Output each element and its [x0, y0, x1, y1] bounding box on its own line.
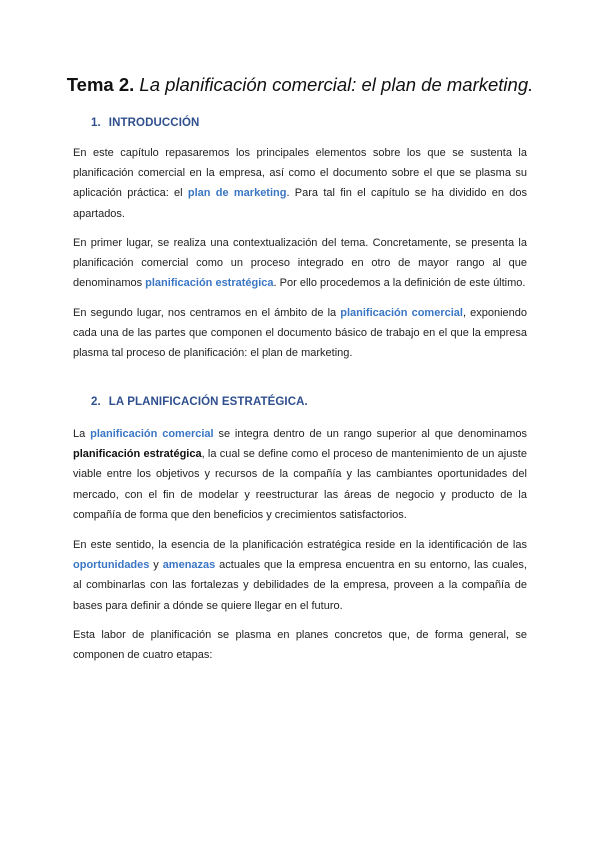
text-run: En este capítulo repasaremos los principales elementos sobre los que se sustenta la planificación comercial en la empresa, así como el documento sobre el que se plasma su aplicación práctica: el: [73, 147, 527, 200]
text-run: actuales que la empresa encuentra en su entorno, las cuales, al combinarlas con las fortalezas y debilidades de la empresa, proveen a la compañía de bases para definir a dónde se quiere llegar en el futuro.: [73, 559, 527, 612]
text-run: , exponiendo cada una de las partes que componen el documento básico de trabajo en el que la empresa plasma tal proceso de planificación: el plan de marketing.: [73, 307, 527, 360]
title-italic: La planificación comercial: el plan de marketing.: [139, 74, 534, 95]
paragraph: [73, 233, 527, 294]
section-heading-introduccion: [91, 117, 199, 129]
highlight-planificacion-comercial: planificación comercial: [340, 307, 463, 319]
section-number: 1.: [91, 117, 101, 129]
text-run: se integra dentro de un rango superior al que denominamos: [213, 428, 528, 440]
paragraph: [73, 424, 527, 525]
text-run: En segundo lugar, nos centramos en el ámbito de la: [73, 307, 341, 319]
section-number: 2.: [91, 396, 101, 408]
highlight-plan-de-marketing: plan de marketing: [187, 187, 287, 200]
text-run: , la cual se define como el proceso de mantenimiento de un ajuste viable entre los objetivos y recursos de la compañía y las cambiantes oportunidades del mercado, con el fin de modelar y reestructurar las áreas de negocio y producto de la compañía de forma que den beneficios y crecimientos satisfactorios.: [73, 448, 527, 521]
text-run: Esta labor de planificación se plasma en planes concretos que, de forma general, se componen de cuatro etapas:: [73, 629, 527, 662]
paragraph: [73, 143, 527, 224]
document-title: [0, 73, 600, 97]
paragraph: [73, 625, 527, 665]
text-run: En este sentido, la esencia de la planificación estratégica reside en la identificación de las: [73, 539, 527, 551]
highlight-amenazas: amenazas: [162, 559, 216, 572]
section-title: INTRODUCCIÓN: [108, 117, 200, 129]
title-bold: Tema 2.: [66, 74, 135, 95]
section-title: LA PLANIFICACIÓN ESTRATÉGICA.: [108, 396, 308, 408]
highlight-planificacion-comercial: planificación comercial: [90, 428, 214, 440]
text-run: La: [73, 428, 91, 440]
bold-planificacion-estrategica: planificación estratégica: [73, 448, 202, 461]
text-run: . Por ello procedemos a la definición de este último.: [273, 277, 526, 290]
paragraph: [73, 535, 527, 616]
highlight-planificacion-estrategica: planificación estratégica: [145, 277, 274, 290]
highlight-oportunidades: oportunidades: [73, 559, 150, 572]
text-run: y: [149, 559, 163, 572]
text-run: . Para tal fin el capítulo se ha dividido en dos apartados.: [73, 187, 527, 220]
section-heading-planificacion-estrategica: [91, 396, 308, 408]
paragraph: [73, 303, 527, 364]
text-run: En primer lugar, se realiza una contextualización del tema. Concretamente, se presenta la planificación comercial como un proceso integrado en otro de mayor rango al que denominamos: [73, 237, 527, 290]
